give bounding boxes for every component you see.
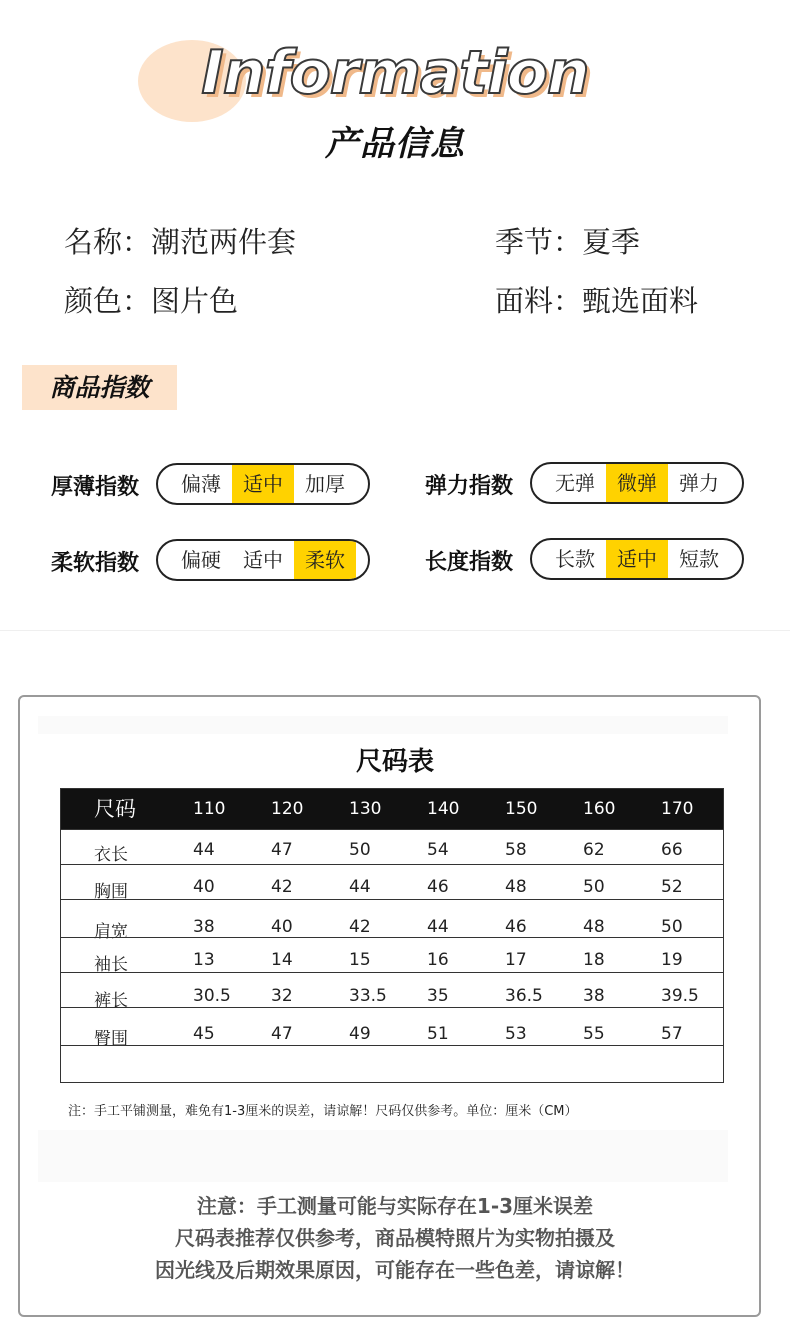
info-color — [64, 279, 238, 320]
info-color-label: 颜色： — [64, 284, 152, 318]
table-cell: 46 — [505, 917, 527, 937]
table-row — [61, 899, 723, 942]
info-fabric-label: 面料： — [495, 284, 583, 318]
table-cell: 42 — [349, 917, 371, 937]
table-cell: 54 — [427, 840, 449, 860]
size-table-header — [61, 789, 723, 829]
table-cell: 35 — [427, 986, 449, 1006]
index-label-softness: 柔软指数 — [51, 551, 140, 576]
table-cell: 49 — [349, 1024, 371, 1044]
index-option: 微弹 — [606, 464, 668, 502]
info-color-value: 图片色 — [151, 284, 239, 318]
table-row-label: 袖长 — [94, 955, 128, 975]
table-cell: 53 — [505, 1024, 527, 1044]
table-row-label: 胸围 — [94, 882, 128, 902]
notice-line-1: 注意：手工测量可能与实际存在1-3厘米误差 — [196, 1194, 594, 1218]
table-cell: 58 — [505, 840, 527, 860]
index-option: 偏薄 — [181, 472, 221, 496]
table-cell: 40 — [271, 917, 293, 937]
index-scale-thickness — [156, 463, 370, 505]
table-cell: 50 — [583, 877, 605, 897]
size-table-note: 注：手工平铺测量，难免有1-3厘米的误差，请谅解！尺码仅供参考。单位：厘米（CM） — [68, 1104, 578, 1119]
table-cell: 15 — [349, 950, 371, 970]
index-option: 适中 — [606, 540, 668, 578]
size-table — [60, 788, 724, 1083]
index-option: 无弹 — [555, 471, 595, 495]
index-option: 弹力 — [679, 471, 719, 495]
size-table-header-cell: 160 — [583, 799, 616, 819]
index-option: 偏硬 — [181, 548, 221, 572]
size-table-header-cell: 170 — [661, 799, 694, 819]
table-cell: 30.5 — [193, 986, 231, 1006]
size-table-title: 尺码表 — [355, 747, 434, 777]
table-cell: 39.5 — [661, 986, 699, 1006]
table-cell: 45 — [193, 1024, 215, 1044]
decorative-band — [38, 716, 728, 734]
index-option: 柔软 — [294, 541, 356, 579]
info-season-value: 夏季 — [582, 225, 641, 259]
table-cell: 46 — [427, 877, 449, 897]
table-row-label: 衣长 — [94, 845, 128, 865]
index-label-length: 长度指数 — [425, 550, 514, 575]
table-cell: 36.5 — [505, 986, 543, 1006]
table-row-label: 裤长 — [94, 991, 128, 1011]
table-row — [61, 1007, 723, 1049]
section-label-indices: 商品指数 — [22, 365, 177, 410]
table-cell: 17 — [505, 950, 527, 970]
section-divider — [0, 630, 790, 631]
table-cell: 44 — [193, 840, 215, 860]
table-cell: 47 — [271, 840, 293, 860]
table-cell: 51 — [427, 1024, 449, 1044]
table-row-label: 肩宽 — [94, 922, 128, 942]
index-scale-length — [530, 538, 744, 580]
table-cell: 48 — [583, 917, 605, 937]
index-option: 适中 — [232, 465, 294, 503]
info-name-value: 潮范两件套 — [151, 225, 297, 259]
decorative-band — [38, 1130, 728, 1182]
table-cell: 19 — [661, 950, 683, 970]
info-name-label: 名称： — [64, 225, 152, 259]
index-scale-elasticity — [530, 462, 744, 504]
notice-line-3: 因光线及后期效果原因，可能存在一些色差，请谅解！ — [155, 1258, 635, 1282]
index-label-elasticity: 弹力指数 — [425, 474, 514, 499]
index-label-thickness: 厚薄指数 — [51, 475, 140, 500]
table-row-empty — [61, 1045, 723, 1082]
size-table-header-cell: 150 — [505, 799, 538, 819]
size-table-header-cell: 尺码 — [94, 797, 136, 821]
index-option: 短款 — [679, 547, 719, 571]
table-row — [61, 972, 723, 1011]
info-season-label: 季节： — [495, 225, 583, 259]
index-option: 加厚 — [305, 472, 345, 496]
table-cell: 16 — [427, 950, 449, 970]
index-option: 长款 — [555, 547, 595, 571]
table-cell: 50 — [661, 917, 683, 937]
index-option: 适中 — [243, 548, 283, 572]
info-season — [495, 220, 640, 261]
table-cell: 50 — [349, 840, 371, 860]
table-cell: 52 — [661, 877, 683, 897]
size-table-header-cell: 120 — [271, 799, 304, 819]
table-cell: 66 — [661, 840, 683, 860]
size-table-header-cell: 110 — [193, 799, 226, 819]
title-english: Information — [201, 38, 589, 108]
notice-line-2: 尺码表推荐仅供参考，商品模特照片为实物拍摄及 — [175, 1226, 615, 1250]
table-cell: 38 — [193, 917, 215, 937]
table-cell: 32 — [271, 986, 293, 1006]
index-scale-softness — [156, 539, 370, 581]
table-cell: 62 — [583, 840, 605, 860]
table-cell: 57 — [661, 1024, 683, 1044]
table-cell: 44 — [427, 917, 449, 937]
table-cell: 18 — [583, 950, 605, 970]
title-chinese: 产品信息 — [325, 124, 465, 164]
info-fabric-value: 甄选面料 — [582, 284, 699, 318]
size-table-header-cell: 140 — [427, 799, 460, 819]
table-row — [61, 864, 723, 902]
table-row-label: 臀围 — [94, 1029, 128, 1049]
table-cell: 38 — [583, 986, 605, 1006]
table-cell: 40 — [193, 877, 215, 897]
table-cell: 55 — [583, 1024, 605, 1044]
table-row — [61, 937, 723, 975]
table-cell: 47 — [271, 1024, 293, 1044]
table-cell: 42 — [271, 877, 293, 897]
table-cell: 13 — [193, 950, 215, 970]
size-table-header-cell: 130 — [349, 799, 382, 819]
info-fabric — [495, 279, 698, 320]
table-row — [61, 829, 723, 864]
info-name — [64, 220, 296, 261]
table-cell: 44 — [349, 877, 371, 897]
table-cell: 14 — [271, 950, 293, 970]
table-cell: 33.5 — [349, 986, 387, 1006]
table-cell: 48 — [505, 877, 527, 897]
